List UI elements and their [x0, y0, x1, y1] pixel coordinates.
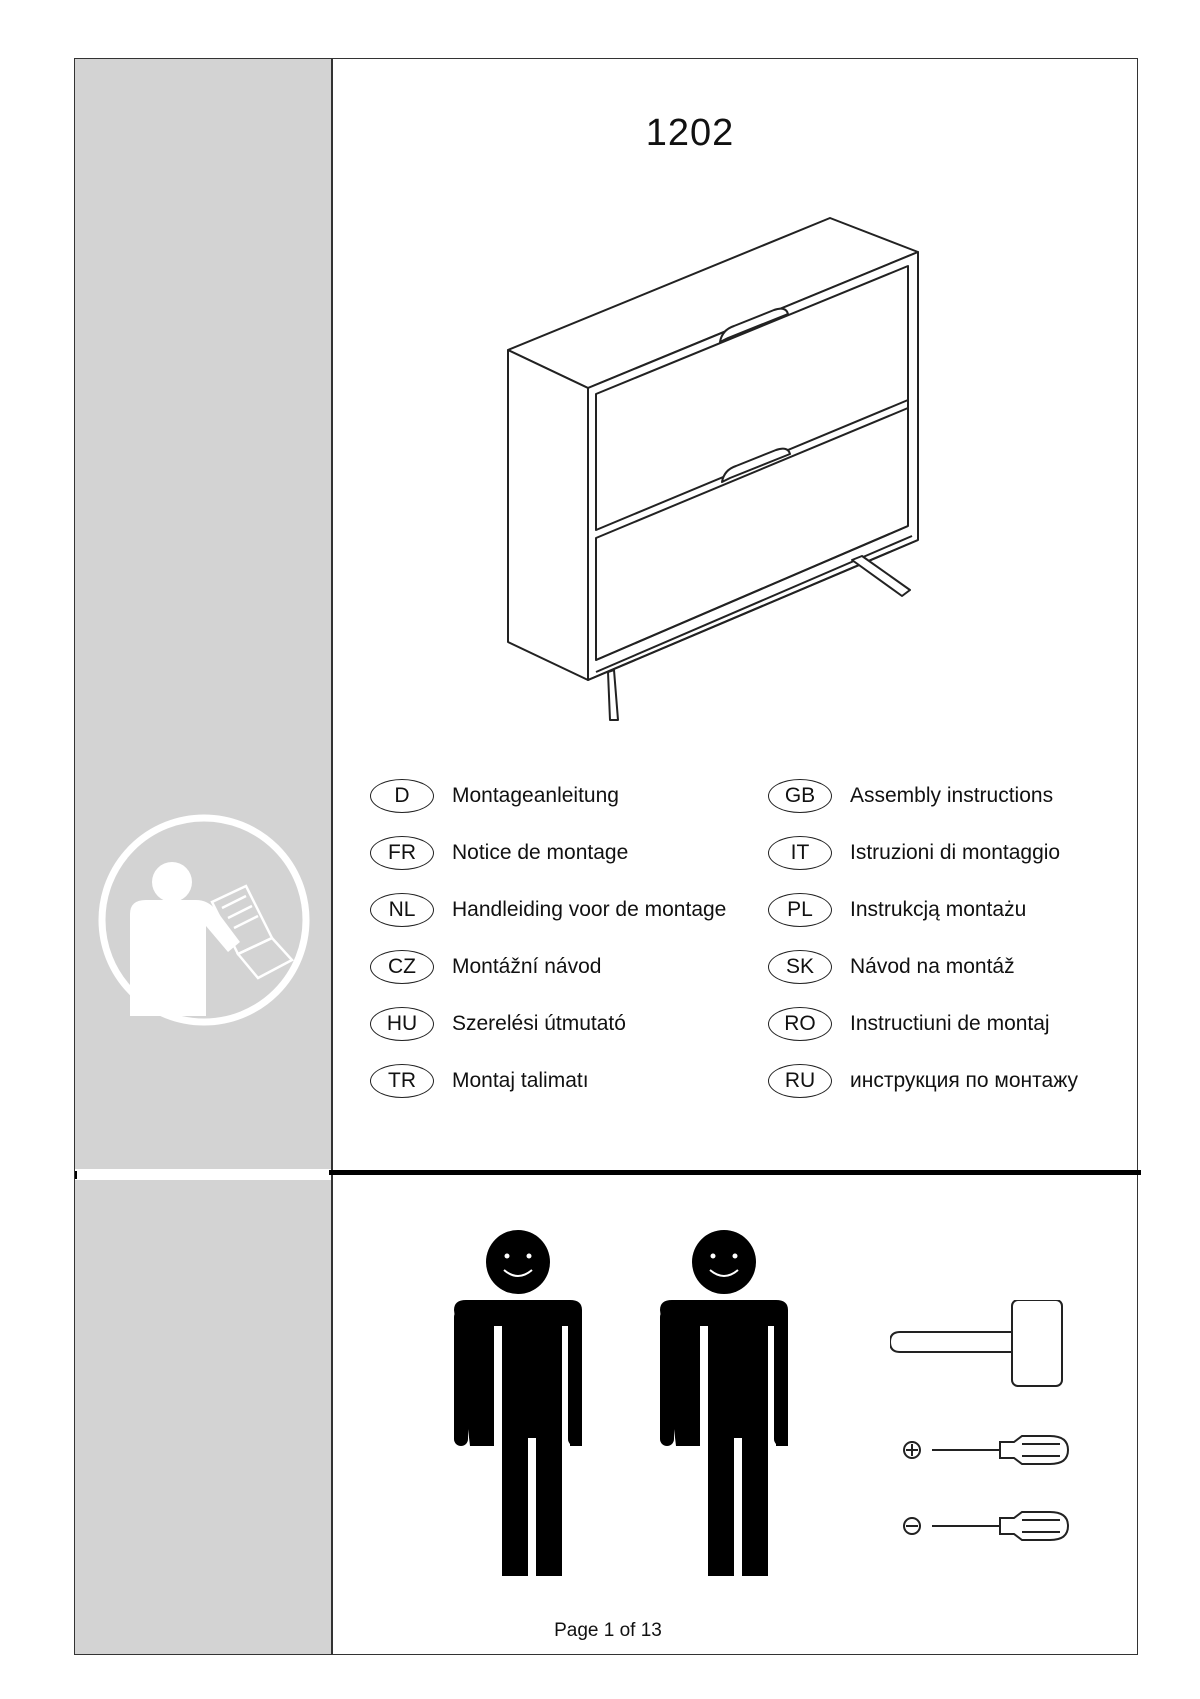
sidebar-divider — [331, 58, 333, 1655]
language-code: GB — [768, 779, 832, 813]
language-code: PL — [768, 893, 832, 927]
language-code: FR — [370, 836, 434, 870]
tools-group — [890, 1300, 1080, 1550]
page-number: Page 1 of 13 — [554, 1620, 662, 1641]
language-label: Handleiding voor de montage — [452, 898, 727, 921]
language-entry-hu — [370, 1004, 626, 1044]
language-code: CZ — [370, 950, 434, 984]
language-list — [370, 776, 1120, 1116]
language-entry-gb — [768, 776, 1053, 816]
language-label: Montageanleitung — [452, 784, 619, 807]
language-code: SK — [768, 950, 832, 984]
section-divider — [329, 1170, 1141, 1175]
language-entry-nl — [370, 890, 726, 930]
shoe-cabinet-drawing — [500, 210, 920, 730]
language-code: RU — [768, 1064, 832, 1098]
language-entry-d — [370, 776, 619, 816]
language-entry-sk — [768, 947, 1015, 987]
language-code: HU — [370, 1007, 434, 1041]
sidebar-bottom — [75, 1180, 332, 1654]
language-label: Istruzioni di montaggio — [850, 841, 1061, 864]
language-entry-ro — [768, 1004, 1050, 1044]
language-label: Montážní návod — [452, 955, 602, 978]
language-code: RO — [768, 1007, 832, 1041]
language-label: Montaj talimatı — [452, 1069, 589, 1092]
hammer-icon — [890, 1300, 1062, 1386]
language-label: Assembly instructions — [850, 784, 1054, 807]
language-label: Instrukcją montażu — [850, 898, 1027, 921]
language-entry-pl — [768, 890, 1026, 930]
language-entry-fr — [370, 833, 628, 873]
model-number: 1202 — [645, 112, 735, 154]
phillips-screwdriver-icon — [904, 1436, 1068, 1464]
sidebar-gap — [75, 1169, 332, 1180]
language-code: IT — [768, 836, 832, 870]
language-entry-tr — [370, 1061, 589, 1101]
language-label: Instructiuni de montaj — [850, 1012, 1050, 1035]
flathead-screwdriver-icon — [904, 1512, 1068, 1540]
language-code: NL — [370, 893, 434, 927]
language-label: инструкция по монтажу — [850, 1069, 1078, 1092]
language-label: Szerelési útmutató — [452, 1012, 626, 1035]
language-label: Notice de montage — [452, 841, 629, 864]
language-entry-cz — [370, 947, 601, 987]
two-persons-icon — [440, 1228, 800, 1578]
section-divider-tick — [75, 1171, 77, 1179]
language-code: D — [370, 779, 434, 813]
language-label: Návod na montáž — [850, 955, 1015, 978]
language-entry-ru — [768, 1061, 1078, 1101]
person-icon — [454, 1230, 582, 1576]
language-code: TR — [370, 1064, 434, 1098]
language-entry-it — [768, 833, 1060, 873]
read-manual-icon — [94, 810, 314, 1030]
person-icon — [660, 1230, 788, 1576]
